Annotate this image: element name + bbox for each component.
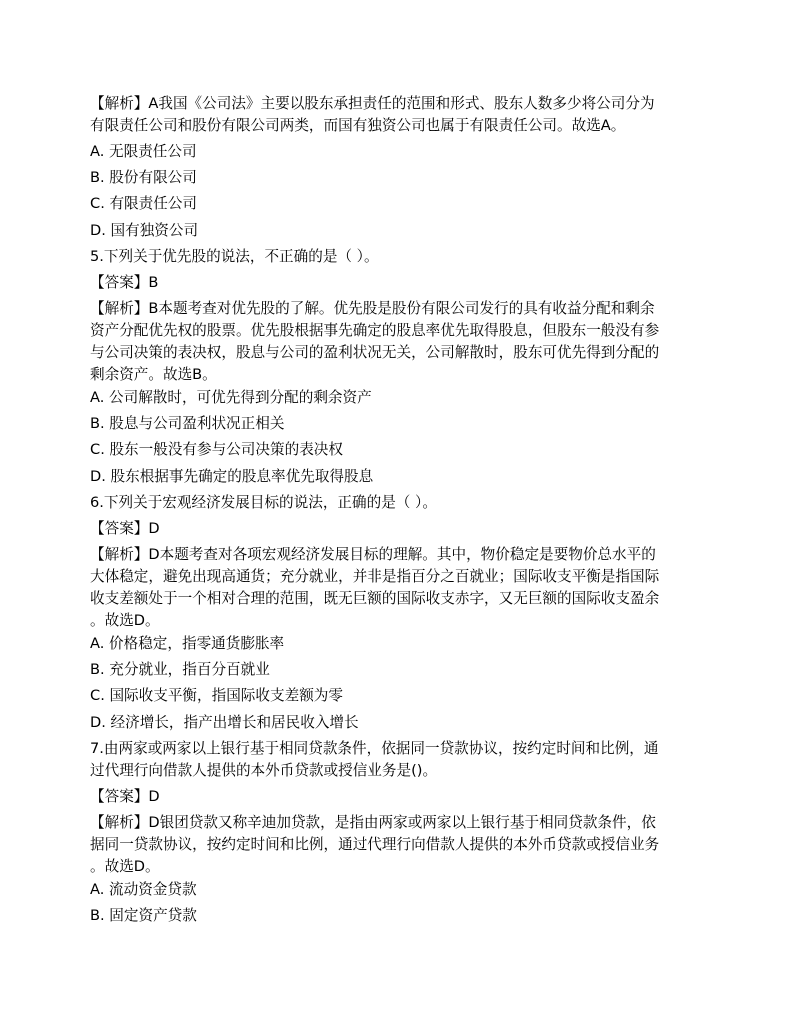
answer-q5: 【答案】B	[90, 274, 159, 291]
analysis-text-q7-line1: 【解析】D银团贷款又称辛迪加贷款，是指由两家或两家以上银行基于相同贷款条件，依	[90, 814, 656, 831]
analysis-text-q6-line4: 。故选D。	[90, 612, 160, 629]
analysis-text-q4-line1: 【解析】A我国《公司法》主要以股东承担责任的范围和形式、股东人数多少将公司分为	[90, 95, 655, 112]
analysis-text-q5-line3: 与公司决策的表决权，股息与公司的盈利状况无关，公司解散时，股东可优先得到分配的	[90, 344, 660, 361]
analysis-text-q6-line2: 大体稳定，避免出现高通货；充分就业，并非是指百分之百就业；国际收支平衡是指国际	[90, 568, 660, 585]
option-c-q6: C. 国际收支平衡，指国际收支差额为零	[90, 687, 343, 704]
question-5: 5.下列关于优先股的说法，不正确的是（ ）。	[90, 248, 379, 265]
option-d-q5: D. 股东根据事先确定的股息率优先取得股息	[90, 468, 374, 485]
option-b-q6: B. 充分就业，指百分百就业	[90, 661, 270, 678]
option-a-q5: A. 公司解散时，可优先得到分配的剩余资产	[90, 389, 372, 406]
option-d-q6: D. 经济增长，指产出增长和居民收入增长	[90, 714, 359, 731]
analysis-text-q7-line2: 据同一贷款协议，按约定时间和比例，通过代理行向借款人提供的本外币贷款或授信业务	[90, 836, 660, 853]
analysis-text-q7-line3: 。故选D。	[90, 858, 160, 875]
question-7-line2: 过代理行向借款人提供的本外币贷款或授信业务是()。	[90, 762, 438, 779]
option-c-q4: C. 有限责任公司	[90, 195, 198, 212]
option-a-q7: A. 流动资金贷款	[90, 881, 197, 898]
question-7-line1: 7.由两家或两家以上银行基于相同贷款条件，依据同一贷款协议，按约定时间和比例，通	[90, 740, 659, 757]
question-6: 6.下列关于宏观经济发展目标的说法，正确的是（ ）。	[90, 494, 437, 511]
option-a-q4: A. 无限责任公司	[90, 143, 197, 160]
option-c-q5: C. 股东一般没有参与公司决策的表决权	[90, 441, 343, 458]
option-b-q5: B. 股息与公司盈利状况正相关	[90, 415, 285, 432]
analysis-text-q5-line2: 资产分配优先权的股票。优先股根据事先确定的股息率优先取得股息，但股东一般没有参	[90, 322, 660, 339]
answer-q7: 【答案】D	[90, 788, 160, 805]
option-d-q4: D. 国有独资公司	[90, 222, 199, 239]
analysis-text-q5-line4: 剩余资产。故选B。	[90, 366, 217, 383]
analysis-text-q6-line3: 收支差额处于一个相对合理的范围，既无巨额的国际收支赤字，又无巨额的国际收支盈余	[90, 590, 660, 607]
analysis-text-q5-line1: 【解析】B本题考查对优先股的了解。优先股是股份有限公司发行的具有收益分配和剩余	[90, 300, 655, 317]
option-a-q6: A. 价格稳定，指零通货膨胀率	[90, 635, 285, 652]
answer-q6: 【答案】D	[90, 520, 160, 537]
analysis-text-q6-line1: 【解析】D本题考查对各项宏观经济发展目标的理解。其中，物价稳定是要物价总水平的	[90, 546, 656, 563]
option-b-q7: B. 固定资产贷款	[90, 907, 197, 924]
option-b-q4: B. 股份有限公司	[90, 169, 197, 186]
analysis-text-q4-line2: 有限责任公司和股份有限公司两类，而国有独资公司也属于有限责任公司。故选A。	[90, 117, 626, 134]
